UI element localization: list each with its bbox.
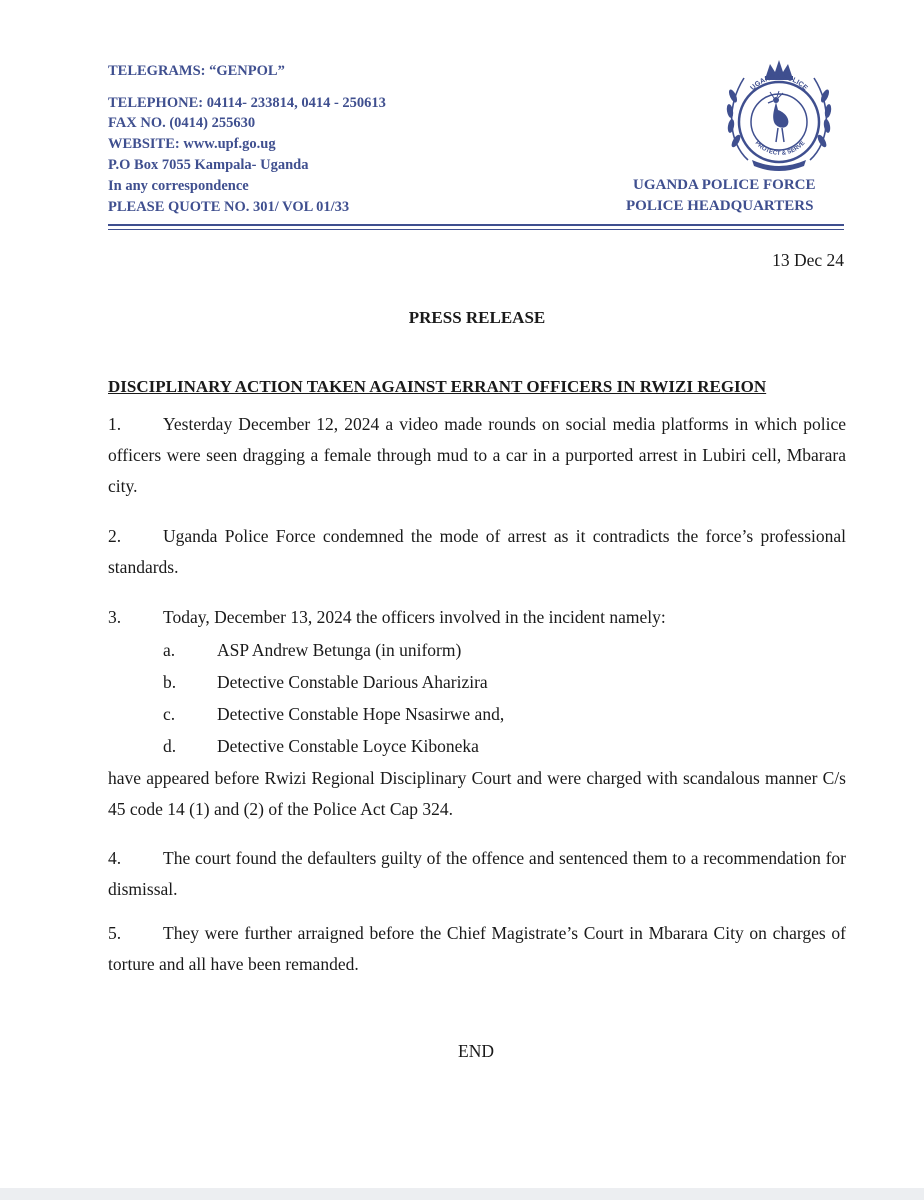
paragraph-number: 4. [108, 848, 122, 868]
document-subtitle: DISCIPLINARY ACTION TAKEN AGAINST ERRANT OFFICERS IN RWIZI REGION [108, 377, 767, 396]
paragraph-text: Today, December 13, 2024 the officers involved in the incident namely: [163, 607, 666, 627]
uganda-police-crest-logo [722, 56, 836, 176]
list-letter: a. [163, 640, 176, 660]
org-headquarters: POLICE HEADQUARTERS [626, 198, 814, 214]
officer-item-d [163, 736, 479, 757]
pobox-line: P.O Box 7055 Kampala- Uganda [108, 157, 309, 173]
officer-name: ASP Andrew Betunga (in uniform) [217, 640, 462, 660]
paragraph-number: 1. [108, 414, 122, 434]
telephone-line: TELEPHONE: 04114- 233814, 0414 - 250613 [108, 95, 386, 111]
paragraph-text: The court found the defaulters guilty of the offence and sentenced them to a recommendation for dismissal. [108, 848, 846, 899]
header-divider-thin [108, 229, 844, 230]
reference-number-line: PLEASE QUOTE NO. 301/ VOL 01/33 [108, 199, 350, 215]
list-letter: c. [163, 704, 176, 724]
officer-name: Detective Constable Darious Aharizira [217, 672, 488, 692]
paragraph-3-continued: have appeared before Rwizi Regional Disciplinary Court and were charged with scandalous manner C/s 45 code 14 (1) and (2) of the Police Act Cap 324. [108, 768, 846, 819]
website-line: WEBSITE: www.upf.go.ug [108, 136, 276, 152]
paragraph-text: Uganda Police Force condemned the mode of arrest as it contradicts the force’s professional standards. [108, 526, 846, 577]
paragraph-text: They were further arraigned before the Chief Magistrate’s Court in Mbarara City on charges of torture and all have been remanded. [108, 923, 846, 974]
document-title: PRESS RELEASE [408, 308, 546, 327]
officer-item-c [163, 704, 504, 725]
officer-name: Detective Constable Hope Nsasirwe and, [217, 704, 505, 724]
page-bottom-edge [0, 1188, 924, 1200]
fax-line: FAX NO. (0414) 255630 [108, 115, 256, 131]
paragraph-5 [108, 918, 846, 980]
correspondence-line: In any correspondence [108, 178, 249, 194]
paragraph-2 [108, 521, 846, 583]
officer-item-b [163, 672, 488, 693]
paragraph-3 [108, 602, 846, 633]
telegrams-line: TELEGRAMS: “GENPOL” [108, 63, 285, 79]
document-end-marker: END [458, 1041, 494, 1061]
svg-text:PROTECT & SERVE: PROTECT & SERVE [753, 140, 807, 157]
list-letter: d. [163, 736, 177, 756]
org-name: UGANDA POLICE FORCE [633, 177, 816, 193]
officer-name: Detective Constable Loyce Kiboneka [217, 736, 479, 756]
paragraph-number: 5. [108, 923, 122, 943]
paragraph-1 [108, 409, 846, 502]
release-date: 13 Dec 24 [772, 250, 844, 270]
svg-text:UGANDA POLICE: UGANDA POLICE [749, 73, 809, 92]
officer-item-a [163, 640, 461, 661]
paragraph-number: 2. [108, 526, 122, 546]
paragraph-number: 3. [108, 607, 122, 627]
paragraph-text: Yesterday December 12, 2024 a video made rounds on social media platforms in which police officers were seen dragging a female through mud to a car in a purported arrest in Lubiri cell, Mbarara city. [108, 414, 846, 496]
header-divider [108, 224, 844, 226]
list-letter: b. [163, 672, 177, 692]
paragraph-4 [108, 843, 846, 905]
